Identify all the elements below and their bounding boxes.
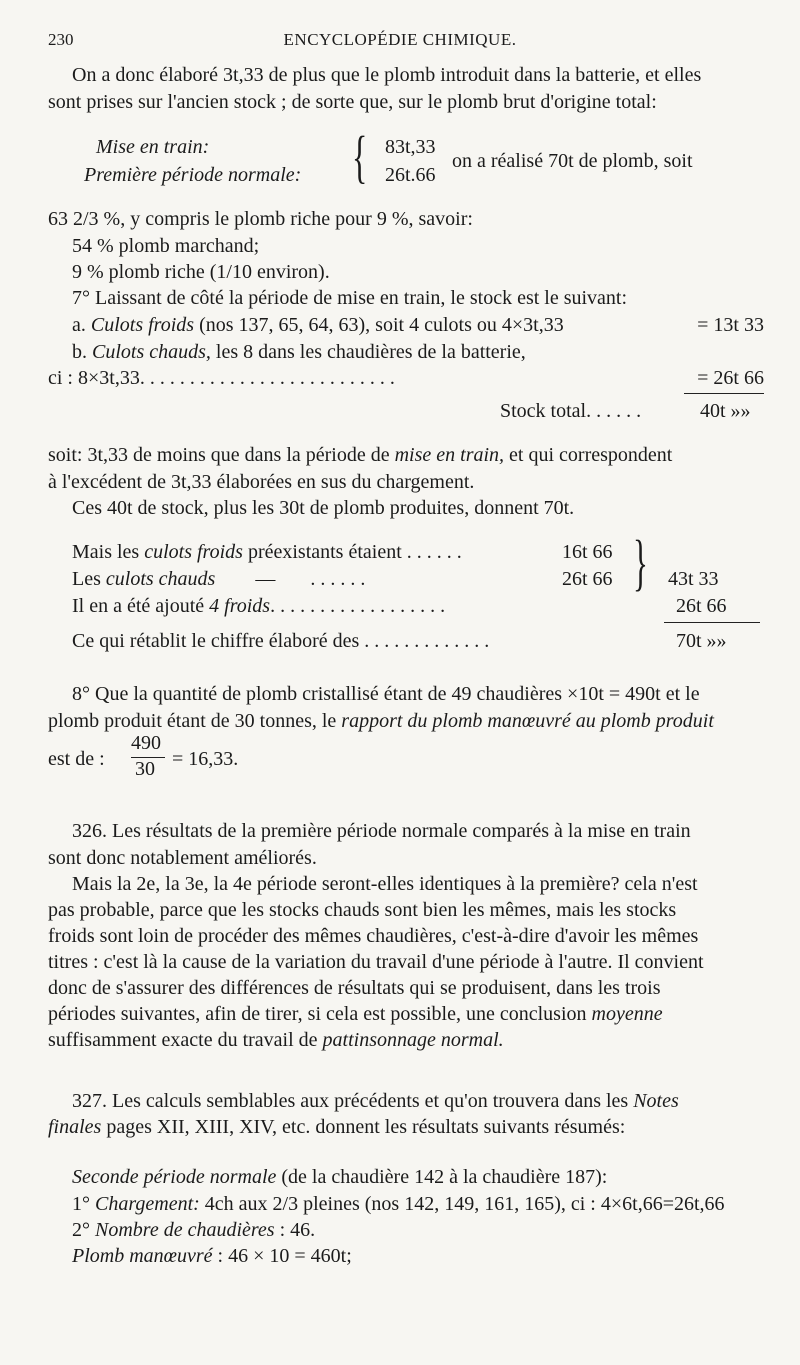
stock-b-label: Culots chauds, xyxy=(92,341,211,363)
chaudieres-num: 2° xyxy=(72,1219,95,1241)
stock-a-line xyxy=(72,312,776,339)
stock-a-text: (nos 137, 65, 64, 63), soit 4 culots ou 4×3t,33 xyxy=(199,314,564,336)
intro-line-2: sont prises sur l'ancien stock ; de sorte que, sur le plomb brut d'origine total: xyxy=(48,91,657,113)
brace-recap: } xyxy=(633,529,648,597)
running-title: ENCYCLOPÉDIE CHIMIQUE. xyxy=(283,30,517,49)
p327-l1-a: 327. Les calculs semblables aux précédents et qu'on trouvera dans les xyxy=(72,1090,634,1112)
brace-totals: { xyxy=(352,124,368,189)
recap-r3-em: 4 froids xyxy=(209,595,271,617)
p327-l2-em: finales xyxy=(48,1116,102,1138)
second-period-em: Seconde période normale xyxy=(72,1166,277,1188)
chaudieres-line xyxy=(72,1217,800,1244)
recap-r1-a: Mais les xyxy=(72,541,145,563)
p326-l9-em: pattinsonnage normal. xyxy=(322,1029,504,1051)
p8-line-2 xyxy=(48,708,776,735)
p326-l8-a: périodes suivantes, afin de tirer, si cela est possible, une conclusion xyxy=(48,1003,592,1025)
charge-em: Chargement: xyxy=(95,1193,200,1215)
recap-r3-a: Il en a été ajouté xyxy=(72,595,210,617)
p326-line-5: froids sont loin de procéder des mêmes chaudières, c'est-à-dire d'avoir les mêmes xyxy=(48,925,699,947)
second-period-heading xyxy=(72,1164,800,1191)
stock-a-prefix: a. xyxy=(72,314,86,336)
recap-r2-a: Les xyxy=(72,568,106,590)
recap-brace-value: 43t 33 xyxy=(668,568,719,590)
p327-l1-em: Notes xyxy=(633,1090,679,1112)
soit-text-b: et qui correspondent xyxy=(504,444,673,466)
recap-row-3 xyxy=(72,593,445,620)
recap-row-2 xyxy=(72,566,365,593)
p8-result: = 16,33. xyxy=(172,748,239,770)
fraction-numerator: 490 xyxy=(131,732,161,754)
totals-value-2: 26t.66 xyxy=(385,164,436,186)
soit-line-2: à l'excédent de 3t,33 élaborées en sus du chargement. xyxy=(48,471,475,493)
p8-est-de: est de : xyxy=(48,748,105,770)
stock-b-ci: ci : 8×3t,33. . . . . . . . . . . . . . . . . . . . . . . . . . xyxy=(48,367,395,389)
p326-line-1: 326. Les résultats de la première période normale comparés à la mise en train xyxy=(72,820,691,842)
recap-row-4: Ce qui rétablit le chiffre élaboré des . . . . . . . . . . . . . xyxy=(72,630,490,652)
soit-text-a: soit: 3t,33 de moins que dans la période de xyxy=(48,444,395,466)
totals-label-1: Mise en train: xyxy=(96,136,210,158)
recap-row-1 xyxy=(72,539,462,566)
recap-sum-rule xyxy=(664,622,760,623)
p326-line-4: pas probable, parce que les stocks chauds sont bien les mêmes, mais les stocks xyxy=(48,899,677,921)
p327-line-1 xyxy=(72,1088,800,1115)
paragraph-7 xyxy=(72,285,800,312)
p327-line-2 xyxy=(48,1114,776,1141)
recap-r2-em: culots chauds xyxy=(105,568,216,590)
stock-a-value: = 13t 33 xyxy=(697,314,764,336)
plomb-manoeuvre-em: Plomb manœuvré xyxy=(72,1245,213,1267)
stock-b-prefix: b. xyxy=(72,341,87,363)
p326-line-9 xyxy=(48,1027,776,1054)
recap-r1-em: culots froids xyxy=(144,541,243,563)
soit-line-3: Ces 40t de stock, plus les 30t de plomb produites, donnent 70t. xyxy=(72,497,575,519)
charge-line xyxy=(72,1191,800,1218)
plomb-manoeuvre-line xyxy=(72,1243,800,1270)
recap-r3-b: . . . . . . . . . . . . . . . . . . xyxy=(270,595,446,617)
chaudieres-em: Nombre de chaudières xyxy=(95,1219,275,1241)
fraction-denominator: 30 xyxy=(135,758,155,780)
p326-l9-a: suffisamment exacte du travail de xyxy=(48,1029,323,1051)
recap-r2-b: — . . . . . . xyxy=(215,568,366,590)
stock-total-label: Stock total. . . . . . xyxy=(500,400,642,422)
chaudieres-text: : 46. xyxy=(274,1219,316,1241)
recap-r2-value: 26t 66 xyxy=(562,568,613,590)
second-period-text: (de la chaudière 142 à la chaudière 187): xyxy=(276,1166,608,1188)
p326-line-7: donc de s'assurer des différences de résultats qui se produisent, dans les trois xyxy=(48,977,661,999)
totals-item-1: 54 % plomb marchand; xyxy=(72,235,260,257)
p326-l8-em: moyenne xyxy=(591,1003,663,1025)
totals-value-1: 83t,33 xyxy=(385,136,436,158)
recap-r4-value: 70t »» xyxy=(676,630,727,652)
p7-text: 7° Laissant de côté la période de mise en train, le stock est le suivant: xyxy=(72,287,628,309)
stock-b-text: les 8 dans les chaudières de la batterie, xyxy=(215,341,526,363)
recap-r3-value: 26t 66 xyxy=(676,595,727,617)
totals-continuation: 63 2/3 %, y compris le plomb riche pour 9 %, savoir: xyxy=(48,208,473,230)
stock-total-value: 40t »» xyxy=(700,400,751,422)
charge-num: 1° xyxy=(72,1193,95,1215)
p327-l2-b: pages XII, XIII, XIV, etc. donnent les résultats suivants résumés: xyxy=(101,1116,626,1138)
p326-line-3: Mais la 2e, la 3e, la 4e période seront-elles identiques à la première? cela n'est xyxy=(72,873,698,895)
totals-label-2: Première période normale: xyxy=(84,164,302,186)
soit-em: mise en train, xyxy=(394,444,505,466)
p8-em: rapport du plomb manœuvré au plomb produit xyxy=(341,710,714,732)
p326-line-8 xyxy=(48,1001,776,1028)
p8-line-1: 8° Que la quantité de plomb cristallisé étant de 49 chaudières ×10t = 490t et le xyxy=(72,683,700,705)
page-number: 230 xyxy=(48,30,74,49)
charge-text: 4ch aux 2/3 pleines (nos 142, 149, 161, 165), ci : 4×6t,66=26t,66 xyxy=(199,1193,725,1215)
soit-line-1 xyxy=(48,442,776,469)
stock-b-line xyxy=(72,339,776,366)
stock-b-line-2 xyxy=(48,365,776,392)
totals-item-2: 9 % plomb riche (1/10 environ). xyxy=(72,261,330,283)
recap-r1-value: 16t 66 xyxy=(562,541,613,563)
totals-result: on a réalisé 70t de plomb, soit xyxy=(452,150,693,172)
stock-a-label: Culots froids xyxy=(90,314,195,336)
p326-line-6: titres : c'est là la cause de la variation du travail d'une période à l'autre. Il convient xyxy=(48,951,704,973)
p8-text-a: plomb produit étant de 30 tonnes, le xyxy=(48,710,342,732)
plomb-manoeuvre-text: : 46 × 10 = 460t; xyxy=(212,1245,352,1267)
stock-sum-rule xyxy=(684,393,764,394)
recap-r1-b: préexistants étaient . . . . . . xyxy=(242,541,462,563)
p326-line-2: sont donc notablement améliorés. xyxy=(48,847,317,869)
stock-b-value: = 26t 66 xyxy=(697,367,764,389)
intro-line-1: On a donc élaboré 3t,33 de plus que le plomb introduit dans la batterie, et elles xyxy=(72,64,702,86)
